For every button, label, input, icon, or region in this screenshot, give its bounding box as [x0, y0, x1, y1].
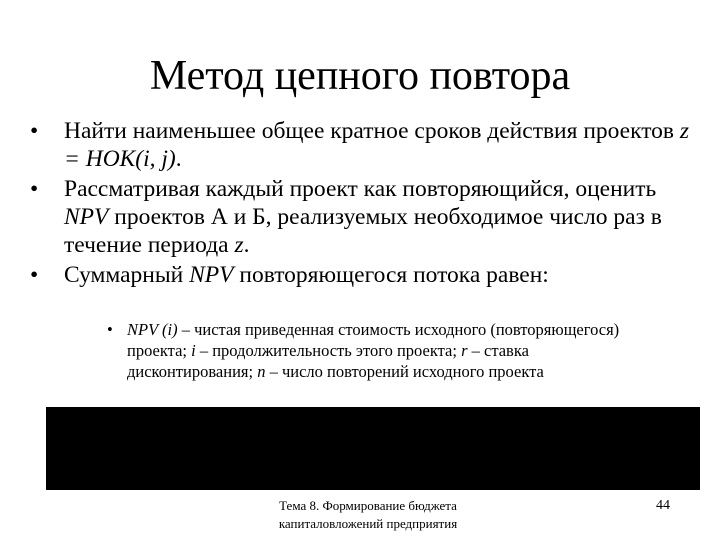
- bullet-item: [28, 117, 698, 173]
- bullet-formula: z = НОК(i, j): [64, 118, 690, 172]
- footer-line: Тема 8. Формирование бюджета: [279, 498, 457, 513]
- sub-bullet-term: NPV (i): [127, 320, 178, 339]
- bullet-text: проектов А и Б, реализуемых необходимое число раз в течение периода: [64, 204, 662, 258]
- sub-bullet-term: n: [257, 362, 266, 381]
- slide-title: Метод цепного повтора: [149, 53, 571, 99]
- bullet-text: .: [175, 146, 182, 172]
- bullet-term: NPV: [64, 204, 109, 230]
- sub-bullet-marker: •: [107, 320, 113, 339]
- bullet-text: .: [243, 232, 250, 258]
- footer-text: [248, 497, 488, 533]
- bullet-marker: •: [30, 262, 39, 288]
- bullet-list: [28, 117, 698, 291]
- bullet-text: Суммарный: [64, 262, 190, 288]
- sub-bullet-term: i: [191, 341, 196, 360]
- sub-bullet-text: – чистая приведенная стоимость исходного (повторяющегося) проекта;: [127, 320, 620, 360]
- sub-bullet-text: – число повторений исходного проекта: [265, 362, 544, 381]
- sub-bullet-term: r: [461, 341, 468, 360]
- bullet-term: NPV: [189, 262, 234, 288]
- bullet-term: z: [234, 232, 244, 258]
- bullet-marker: •: [30, 118, 39, 144]
- formula-image-placeholder: [46, 407, 700, 490]
- bullet-text: Найти наименьшее общее кратное сроков действия проектов: [64, 118, 680, 144]
- sub-bullet-text: – продолжительность этого проекта;: [195, 341, 462, 360]
- page-number: 44: [656, 498, 670, 513]
- bullet-item: [28, 261, 698, 289]
- sub-bullet-item: [107, 319, 647, 382]
- bullet-text: повторяющегося потока равен:: [233, 262, 549, 288]
- sub-bullet-list: [107, 319, 647, 382]
- sub-bullet-text: – ставка дисконтирования;: [127, 341, 529, 381]
- bullet-text: Рассматривая каждый проект как повторяющийся, оценить: [64, 176, 657, 202]
- bullet-item: [28, 175, 698, 259]
- bullet-marker: •: [30, 176, 39, 202]
- footer-line: капиталовложений предприятия: [278, 516, 458, 531]
